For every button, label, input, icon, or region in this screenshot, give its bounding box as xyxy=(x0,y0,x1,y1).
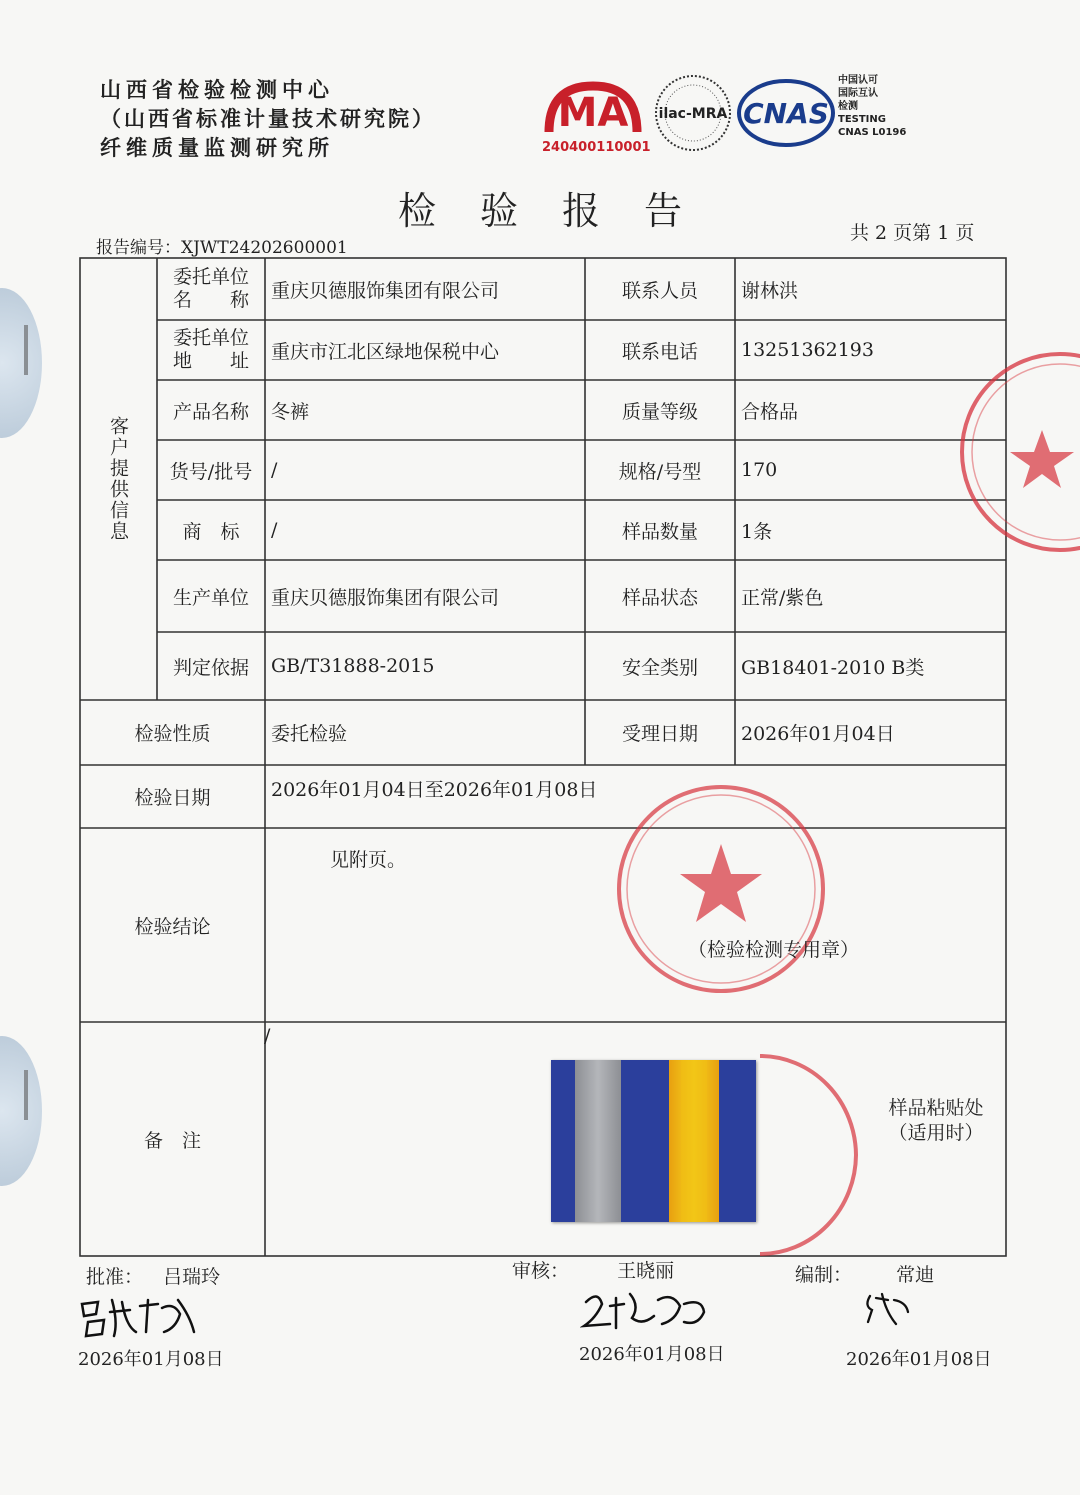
row-label-line: 判定依据 xyxy=(172,656,249,679)
row-value-2: 正常/紫色 xyxy=(741,586,824,609)
fabric-reflective-stripe xyxy=(575,1060,621,1222)
reviewer-date: 2026年01月08日 xyxy=(579,1344,725,1365)
edge-seal-stamp xyxy=(950,350,1080,555)
accept-date-value: 2026年01月04日 xyxy=(741,723,895,745)
row-label-line: 委托单位 xyxy=(172,266,249,288)
compiler-line xyxy=(795,1260,934,1287)
row-value: GB/T31888-2015 xyxy=(271,655,435,677)
row-label-2: 联系人员 xyxy=(621,279,698,302)
conclusion-seal-note: （检验检测专用章） xyxy=(688,939,860,961)
row-label-2: 样品数量 xyxy=(621,520,698,543)
row-label-line: 委托单位 xyxy=(172,327,249,349)
row-value-2: 1条 xyxy=(741,520,773,543)
report-number: 报告编号：XJWT24202600001 xyxy=(96,238,348,258)
cnas-line-5: CNAS L0196 xyxy=(838,127,907,138)
row-value: 重庆贝德服饰集团有限公司 xyxy=(271,279,500,302)
compiler-signature xyxy=(862,1290,912,1330)
row-label xyxy=(157,380,265,440)
row-label-line: 生产单位 xyxy=(172,586,249,609)
row-label xyxy=(157,258,265,320)
cnas-text: CNAS xyxy=(743,97,829,130)
row-value-2: 13251362193 xyxy=(741,339,874,361)
inspection-seal-stamp xyxy=(614,782,828,996)
sample-seal-stamp xyxy=(660,1050,860,1260)
row-value-2: 谢林洪 xyxy=(741,279,799,302)
cnas-line-1: 中国认可 xyxy=(838,75,878,86)
sample-paste-line-2: （适用时） xyxy=(888,1122,984,1144)
ilac-text: ilac-MRA xyxy=(658,106,728,122)
row-value-2: GB18401-2010 B类 xyxy=(741,656,925,679)
conclusion-value: 见附页。 xyxy=(330,849,407,871)
row-value: / xyxy=(271,519,278,541)
row-value-2: 合格品 xyxy=(741,400,799,423)
row-label-line: 产品名称 xyxy=(172,400,249,423)
org-line-3: 纤维质量监测研究所 xyxy=(100,136,334,160)
inspect-type-label: 检验性质 xyxy=(134,723,211,745)
row-label xyxy=(157,632,265,700)
row-label xyxy=(157,320,265,380)
remarks-label: 备 注 xyxy=(143,1129,201,1152)
ma-code: 240400110001 xyxy=(542,140,651,155)
org-line-2: （山西省标准计量技术研究院） xyxy=(100,107,436,131)
row-label-2: 样品状态 xyxy=(621,586,698,609)
row-value: 重庆市江北区绿地保税中心 xyxy=(271,340,500,363)
row-label xyxy=(157,560,265,632)
row-label-line: 货号/批号 xyxy=(169,460,253,483)
compiler-role: 编制： xyxy=(795,1264,853,1286)
reviewer-line xyxy=(512,1256,674,1283)
row-value: 冬裤 xyxy=(271,400,310,423)
row-label-2: 联系电话 xyxy=(621,340,698,363)
section-client-info: 客户提供信息 xyxy=(107,416,129,542)
row-label xyxy=(157,440,265,500)
cnas-line-3: 检测 xyxy=(838,101,858,112)
compiler-date: 2026年01月08日 xyxy=(846,1349,992,1370)
cnas-line-4: TESTING xyxy=(838,114,886,125)
sample-paste-line-1: 样品粘贴处 xyxy=(888,1097,984,1119)
conclusion-label: 检验结论 xyxy=(134,915,211,938)
row-label-2: 安全类别 xyxy=(621,656,698,679)
accept-date-label: 受理日期 xyxy=(621,723,698,745)
inspect-date-label: 检验日期 xyxy=(134,787,211,809)
org-line-1: 山西省检验检测中心 xyxy=(100,78,334,102)
row-label-2: 规格/号型 xyxy=(618,460,702,483)
approver-date: 2026年01月08日 xyxy=(78,1349,224,1370)
row-label-line: 地 址 xyxy=(172,350,249,372)
svg-text:MA: MA xyxy=(557,90,629,136)
approver-signature xyxy=(78,1292,198,1340)
row-value: / xyxy=(271,459,278,481)
page-count: 共 2 页第 1 页 xyxy=(850,222,975,244)
reviewer-role: 审核： xyxy=(512,1260,570,1282)
inspect-date-value: 2026年01月04日至2026年01月08日 xyxy=(271,778,598,801)
row-value: 重庆贝德服饰集团有限公司 xyxy=(271,586,500,609)
approver-line xyxy=(86,1262,220,1289)
row-label xyxy=(157,500,265,560)
compiler-name: 常迪 xyxy=(896,1264,935,1286)
sample-paste-label xyxy=(868,1096,1004,1146)
inspect-type-value: 委托检验 xyxy=(271,723,348,745)
reviewer-signature xyxy=(580,1288,710,1334)
approver-name: 吕瑞玲 xyxy=(163,1266,221,1288)
reviewer-name: 王晓丽 xyxy=(617,1260,675,1282)
row-label-line: 名 称 xyxy=(172,289,249,311)
row-value-2: 170 xyxy=(741,459,778,481)
cnas-line-2: 国际互认 xyxy=(838,88,878,99)
report-title: 检验报告 xyxy=(397,189,726,233)
row-label-2: 质量等级 xyxy=(621,400,698,423)
approver-role: 批准： xyxy=(86,1266,144,1288)
row-label-line: 商 标 xyxy=(182,520,240,543)
remarks-value: / xyxy=(264,1025,271,1047)
